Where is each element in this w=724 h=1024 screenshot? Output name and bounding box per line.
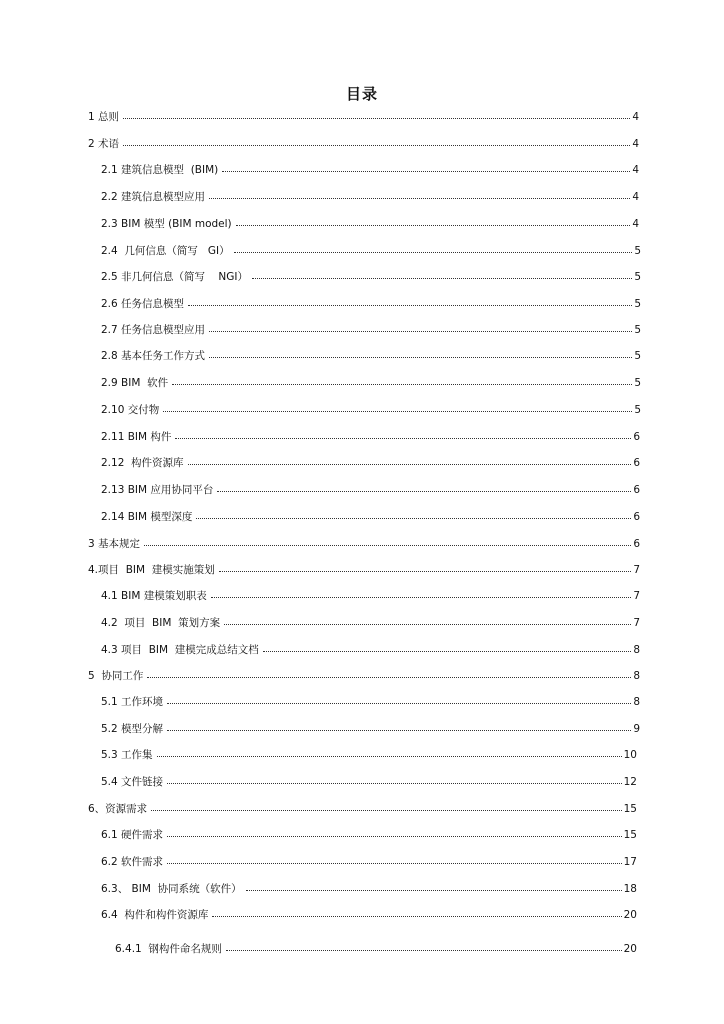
toc-entry-2-1 <box>101 161 639 177</box>
toc-page-number: 5 <box>634 271 641 283</box>
toc-entry-label: 2.2 建筑信息模型应用 <box>101 191 206 203</box>
toc-entry-5 <box>88 667 640 683</box>
toc-entry-5-3 <box>101 746 637 762</box>
toc-entry-label: 2.13 BIM 应用协同平台 <box>101 484 214 496</box>
page-title: 目录 <box>345 85 378 103</box>
toc-entry-6-4 <box>101 906 637 922</box>
toc-page-number: 5 <box>634 377 641 389</box>
dot-leader <box>217 480 631 492</box>
toc-entry-6-1 <box>101 826 637 842</box>
dot-leader <box>222 160 630 172</box>
toc-entry-5-4 <box>101 773 637 789</box>
toc-entry-label: 2 术语 <box>88 138 120 150</box>
dot-leader <box>226 939 622 951</box>
toc-entry-2-14 <box>101 508 640 524</box>
toc-page-number: 8 <box>633 644 640 656</box>
toc-page-number: 20 <box>623 943 637 955</box>
toc-entry-2-11 <box>101 428 640 444</box>
toc-page-number: 6 <box>633 484 640 496</box>
dot-leader <box>172 373 632 385</box>
toc-entry-2-8 <box>101 347 641 363</box>
toc-entry-label: 6.1 硬件需求 <box>101 829 164 841</box>
toc-page-number: 4 <box>632 164 639 176</box>
toc-entry-2-3 <box>101 215 639 231</box>
toc-entry-2 <box>88 135 639 151</box>
toc-page-number: 10 <box>623 749 637 761</box>
toc-entry-label: 2.3 BIM 模型 (BIM model) <box>101 218 232 230</box>
dot-leader <box>123 134 630 146</box>
toc-page-number: 4 <box>632 138 639 150</box>
toc-entry-label: 2.4 几何信息（简写 GI） <box>101 245 230 257</box>
dot-leader <box>167 692 631 704</box>
toc-page-number: 7 <box>633 617 640 629</box>
toc-entry-1 <box>88 108 639 124</box>
dot-leader <box>163 400 632 412</box>
toc-page-number: 7 <box>633 590 640 602</box>
toc-entry-2-6 <box>101 295 641 311</box>
toc-page-number: 20 <box>623 909 637 921</box>
dot-leader <box>147 666 631 678</box>
toc-page-number: 8 <box>633 696 640 708</box>
dot-leader <box>144 534 631 546</box>
toc-entry-4-1 <box>101 587 640 603</box>
toc-entry-label: 6.4 构件和构件资源库 <box>101 909 209 921</box>
toc-entry-6 <box>88 800 637 816</box>
toc-entry-label: 5.4 文件链接 <box>101 776 164 788</box>
toc-entry-label: 2.7 任务信息模型应用 <box>101 324 206 336</box>
toc-page-number: 6 <box>633 538 640 550</box>
toc-entry-label: 6、资源需求 <box>88 803 148 815</box>
dot-leader <box>224 613 631 625</box>
toc-entry-6-3 <box>101 880 637 896</box>
toc-page-number: 12 <box>623 776 637 788</box>
toc-entry-label: 3 基本规定 <box>88 538 141 550</box>
toc-entry-label: 6.4.1 钢构件命名规则 <box>115 943 222 955</box>
toc-entry-6-2 <box>101 853 637 869</box>
toc-entry-2-12 <box>101 454 640 470</box>
dot-leader <box>209 346 632 358</box>
dot-leader <box>234 241 633 253</box>
toc-entry-label: 6.2 软件需求 <box>101 856 164 868</box>
dot-leader <box>167 852 622 864</box>
toc-entry-label: 5.3 工作集 <box>101 749 153 761</box>
toc-entry-label: 2.6 任务信息模型 <box>101 298 185 310</box>
toc-page-number: 4 <box>632 191 639 203</box>
toc-page-number: 5 <box>634 404 641 416</box>
dot-leader <box>123 107 630 119</box>
toc-page-number: 4 <box>632 111 639 123</box>
toc-entry-4 <box>88 561 640 577</box>
toc-entry-label: 2.5 非几何信息（简写 NGI） <box>101 271 248 283</box>
toc-page-number: 15 <box>623 829 637 841</box>
toc-page-number: 8 <box>633 670 640 682</box>
toc-entry-2-7 <box>101 321 641 337</box>
toc-page-number: 15 <box>623 803 637 815</box>
dot-leader <box>212 905 621 917</box>
toc-entry-label: 2.14 BIM 模型深度 <box>101 511 193 523</box>
toc-entry-3 <box>88 535 640 551</box>
toc-entry-label: 4.1 BIM 建模策划职表 <box>101 590 207 602</box>
dot-leader <box>151 799 621 811</box>
dot-leader <box>167 825 622 837</box>
toc-page-number: 5 <box>634 324 641 336</box>
toc-page-number: 7 <box>633 564 640 576</box>
toc-entry-label: 1 总则 <box>88 111 120 123</box>
toc-entry-label: 5 协同工作 <box>88 670 144 682</box>
toc-entry-label: 5.2 模型分解 <box>101 723 164 735</box>
toc-entry-label: 2.1 建筑信息模型 (BIM) <box>101 164 219 176</box>
toc-page-number: 6 <box>633 431 640 443</box>
toc-entry-2-2 <box>101 188 639 204</box>
dot-leader <box>167 719 631 731</box>
toc-page-number: 9 <box>633 723 640 735</box>
toc-page-number: 18 <box>623 883 637 895</box>
toc-entry-label: 4.2 项目 BIM 策划方案 <box>101 617 221 629</box>
dot-leader <box>209 187 630 199</box>
toc-entry-6-4-1 <box>115 940 637 956</box>
dot-leader <box>252 267 632 279</box>
toc-entry-5-2 <box>101 720 640 736</box>
toc-page-number: 17 <box>623 856 637 868</box>
toc-entry-4-3 <box>101 641 640 657</box>
toc-page-number: 6 <box>633 457 640 469</box>
toc-entry-label: 2.12 构件资源库 <box>101 457 184 469</box>
toc-page-number: 4 <box>632 218 639 230</box>
toc-page-number: 6 <box>633 511 640 523</box>
dot-leader <box>219 560 632 572</box>
toc-entry-label: 2.10 交付物 <box>101 404 160 416</box>
dot-leader <box>246 879 622 891</box>
toc-entry-2-10 <box>101 401 641 417</box>
dot-leader <box>211 586 632 598</box>
toc-entry-label: 2.8 基本任务工作方式 <box>101 350 206 362</box>
dot-leader <box>196 507 631 519</box>
toc-page-number: 5 <box>634 245 641 257</box>
toc-entry-label: 6.3、 BIM 协同系统（软件） <box>101 883 242 895</box>
toc-entry-5-1 <box>101 693 640 709</box>
toc-entry-label: 2.11 BIM 构件 <box>101 431 172 443</box>
toc-entry-4-2 <box>101 614 640 630</box>
dot-leader <box>175 427 631 439</box>
dot-leader <box>236 214 631 226</box>
toc-entry-label: 4.项目 BIM 建模实施策划 <box>88 564 215 576</box>
dot-leader <box>188 453 632 465</box>
toc-entry-2-9 <box>101 374 641 390</box>
toc-entry-2-13 <box>101 481 640 497</box>
dot-leader <box>157 745 622 757</box>
toc-page-number: 5 <box>634 350 641 362</box>
dot-leader <box>209 320 632 332</box>
dot-leader <box>167 772 622 784</box>
toc-entry-label: 5.1 工作环境 <box>101 696 164 708</box>
toc-entry-2-5 <box>101 268 641 284</box>
dot-leader <box>263 640 632 652</box>
toc-page-number: 5 <box>634 298 641 310</box>
toc-entry-label: 2.9 BIM 软件 <box>101 377 169 389</box>
toc-entry-label: 4.3 项目 BIM 建模完成总结文档 <box>101 644 259 656</box>
toc-entry-2-4 <box>101 242 641 258</box>
dot-leader <box>188 294 632 306</box>
